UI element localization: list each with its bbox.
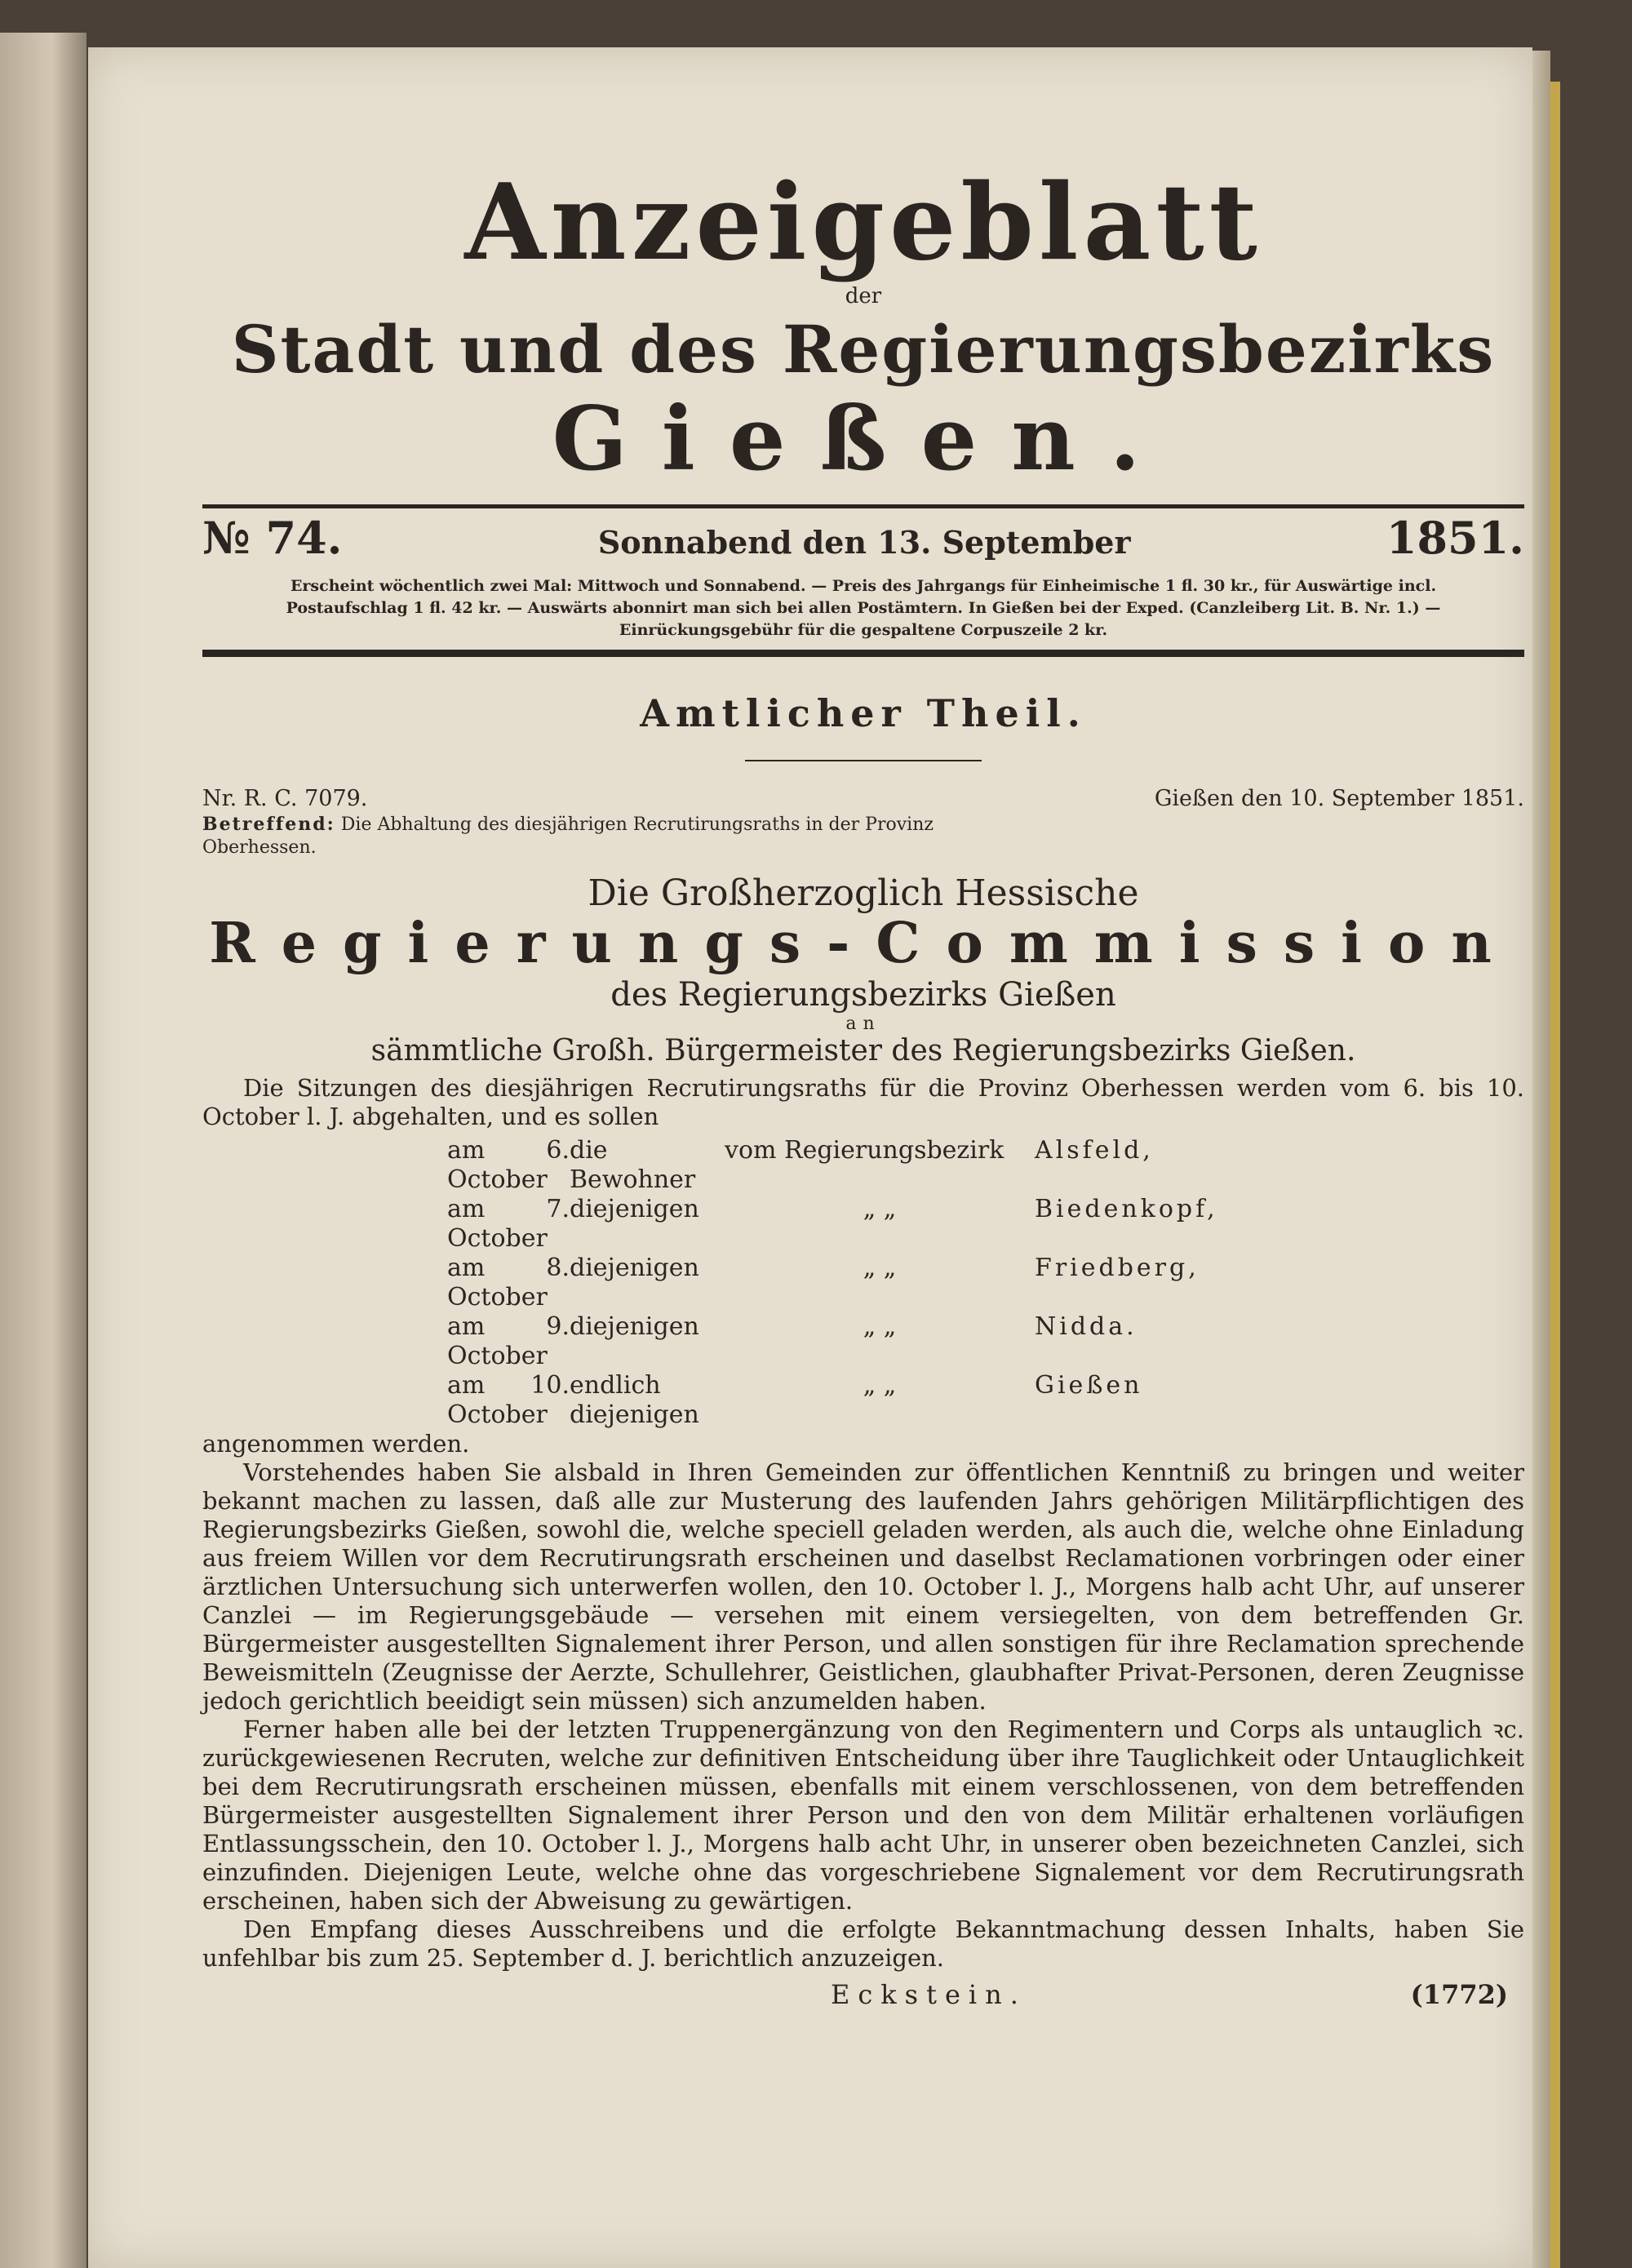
issue-number: № 74.: [202, 512, 343, 564]
masthead-title: Anzeigeblatt: [464, 162, 1262, 284]
masthead: [202, 162, 1524, 488]
signature-name: Eckstein.: [831, 1979, 1027, 2010]
schedule-who: diejenigen: [570, 1195, 699, 1223]
schedule-place: Biedenkopf,: [1035, 1195, 1218, 1223]
masthead-subtitle: Stadt und des Regierungsbezirks: [231, 311, 1496, 388]
schedule-date: am 6. October: [447, 1136, 570, 1194]
issue-year: 1851.: [1386, 512, 1524, 564]
declaration-line: des Regierungsbezirks Gießen: [610, 976, 1116, 1014]
schedule-who: die Bewohner: [570, 1136, 696, 1194]
issue-bar: [202, 504, 1524, 564]
schedule-date: am 10. October: [447, 1371, 570, 1429]
schedule-row: [447, 1312, 1524, 1371]
schedule-place: Friedberg,: [1035, 1254, 1200, 1282]
newspaper-page: [88, 47, 1532, 2268]
terms-line: Einrückungsgebühr für die gespaltene Corpuszeile 2 kr.: [619, 621, 1108, 639]
schedule-date: am 8. October: [447, 1254, 570, 1312]
book-cover-edge: [1550, 82, 1560, 2268]
masthead-city: Gießen.: [552, 388, 1175, 490]
schedule-place: Nidda.: [1035, 1312, 1138, 1341]
subject-text: Die Abhaltung des diesjährigen Recrutirungsraths in der Provinz Oberhessen.: [202, 814, 934, 858]
declaration-line: an: [845, 1014, 881, 1034]
reference-line: [202, 786, 1524, 811]
schedule-date: am 9. October: [447, 1312, 570, 1370]
reference-number: Nr. R. C. 7079.: [202, 786, 368, 811]
notice-code: (1772): [1410, 1979, 1508, 2010]
header-divider: [202, 650, 1524, 657]
schedule-row: [447, 1136, 1524, 1195]
schedule-ditto: vom Regierungsbezirk: [725, 1136, 1004, 1165]
section-divider: [745, 760, 982, 761]
schedule-row: [447, 1254, 1524, 1312]
body-paragraph: Vorstehendes haben Sie alsbald in Ihren Gemeinden zur öffentlichen Kenntniß zu bringen und weiter bekannt machen zu lassen, daß alle zur Musterung des laufenden Jahrs gehörigen Militärpflichtigen des Regierungsbezirks Gießen, sowohl die, welche speciell geladen werden, als auch die, welche ohne Einladung aus freiem Willen vor dem Recrutirungsrath erscheinen und daselbst Reclamationen vorbringen oder einer ärztlichen Untersuchung sich unterwerfen wollen, den 10. October l. J., Morgens halb acht Uhr, auf unserer Canzlei — im Regierungsgebäude — versehen mit einem versiegelten, von dem betreffenden Gr. Bürgermeister ausgestellten Signalement ihrer Person, und allen sonstigen für ihre Reclamation sprechende Beweismitteln (Zeugnisse der Aerzte, Schullehrer, Geistlichen, glaubhafter Privat-Personen, deren Zeugnisse jedoch gerichtlich beeidigt sein müssen) sich anzumelden haben.: [202, 1458, 1524, 1715]
after-schedule-text: angenommen werden.: [202, 1430, 470, 1458]
schedule-date: am 7. October: [447, 1195, 570, 1253]
page-content: [202, 96, 1524, 2010]
declaration-block: [202, 872, 1524, 1067]
schedule-ditto: „ „: [863, 1371, 897, 1400]
schedule-ditto: „ „: [863, 1195, 897, 1223]
terms-line: Postaufschlag 1 fl. 42 kr. — Auswärts abonnirt man sich bei allen Postämtern. In Gießen bei der Exped. (Canzleiberg Lit. B. Nr. 1.) —: [286, 599, 1441, 617]
schedule-who: endlich diejenigen: [570, 1371, 699, 1429]
schedule-row: [447, 1371, 1524, 1430]
schedule-ditto: „ „: [863, 1254, 897, 1282]
section-title: Amtlicher Theil.: [640, 691, 1087, 735]
reference-place-date: Gießen den 10. September 1851.: [1154, 786, 1524, 811]
page-stack-edge: [1532, 51, 1550, 2268]
declaration-addressees: sämmtliche Großh. Bürgermeister des Regierungsbezirks Gießen.: [370, 1034, 1356, 1067]
schedule-who: diejenigen: [570, 1254, 699, 1282]
schedule-place: Gießen: [1035, 1371, 1143, 1400]
subscription-terms: [202, 575, 1524, 641]
adjacent-page-edge: [0, 33, 86, 2268]
schedule: [447, 1136, 1524, 1430]
notice-body: [202, 1074, 1524, 1973]
issue-date: Sonnabend den 13. September: [597, 524, 1131, 561]
schedule-who: diejenigen: [570, 1312, 699, 1341]
signature-line: [202, 1979, 1524, 2010]
schedule-place: Alsfeld,: [1035, 1136, 1154, 1165]
terms-line: Erscheint wöchentlich zwei Mal: Mittwoch und Sonnabend. — Preis des Jahrgangs für Einheimische 1 fl. 30 kr., für Auswärtige incl.: [290, 577, 1437, 595]
schedule-row: [447, 1195, 1524, 1254]
intro-paragraph: Die Sitzungen des diesjährigen Recrutirungsraths für die Provinz Oberhessen werden vom 6. bis 10. October l. J. abgehalten, und es sollen: [202, 1074, 1524, 1130]
schedule-ditto: „ „: [863, 1312, 897, 1341]
declaration-line: Die Großherzoglich Hessische: [588, 872, 1139, 914]
reference-subject: [202, 813, 953, 859]
declaration-authority: Regierungs-Commission: [209, 911, 1518, 976]
masthead-der: der: [845, 284, 882, 308]
body-paragraph: Ferner haben alle bei der letzten Truppenergänzung von den Regimentern und Corps als untauglich ꝛc. zurückgewiesenen Recruten, welche zur definitiven Entscheidung über ihre Tauglichkeit oder Untauglichkeit bei dem Recrutirungsrath erscheinen müssen, ebenfalls mit einem verschlossenen, von dem betreffenden Bürgermeister ausgestellten Signalement ihrer Person und den von dem Militär erhaltenen vorläufigen Entlassungsschein, den 10. October l. J., Morgens halb acht Uhr, in unserer oben bezeichneten Canzlei, sich einzufinden. Diejenigen Leute, welche ohne das vorgeschriebene Signalement vor dem Recrutirungsrath erscheinen, haben sich der Abweisung zu gewärtigen.: [202, 1715, 1524, 1915]
body-paragraph: Den Empfang dieses Ausschreibens und die erfolgte Bekanntmachung dessen Inhalts, haben Sie unfehlbar bis zum 25. September d. J. berichtlich anzuzeigen.: [202, 1915, 1524, 1972]
subject-label: Betreffend:: [202, 814, 335, 835]
